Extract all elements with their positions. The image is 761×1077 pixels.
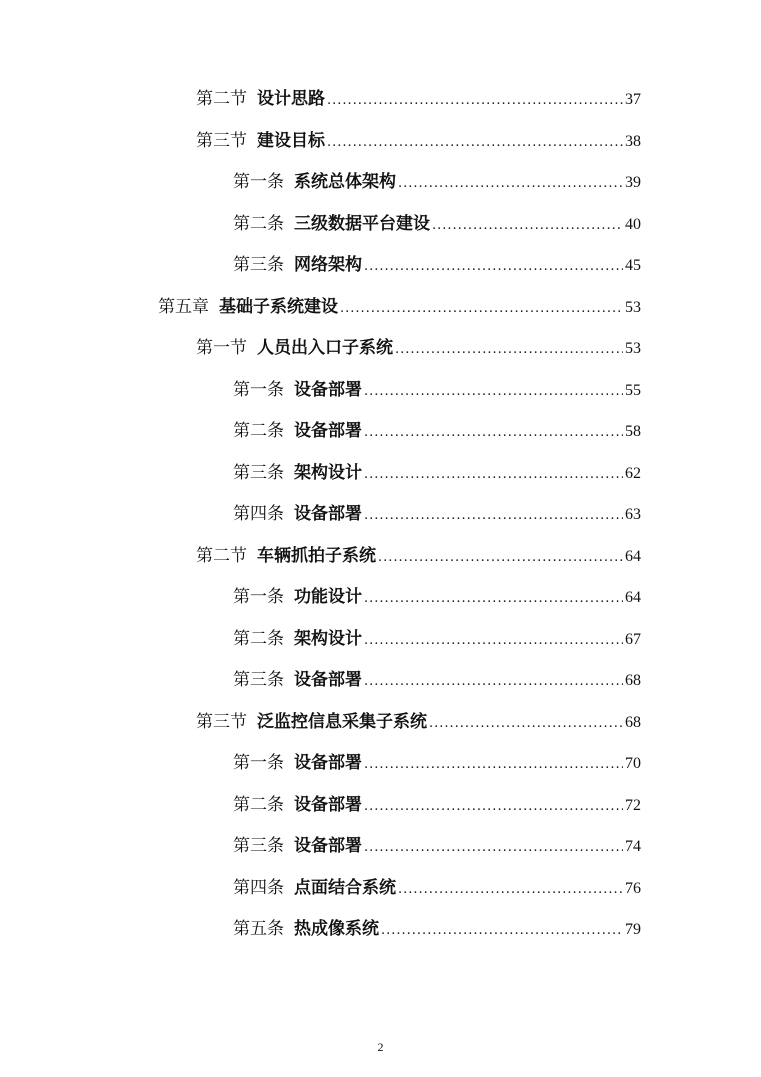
toc-entry[interactable] (233, 877, 641, 899)
toc-entry-page: 67 (625, 630, 641, 648)
dot-leader (364, 464, 623, 486)
toc-entry-prefix: 第二条 (233, 628, 284, 649)
toc-entry[interactable] (233, 752, 641, 774)
dot-leader (398, 173, 623, 195)
toc-entry[interactable] (233, 462, 641, 484)
dot-leader (381, 920, 623, 942)
toc-entry[interactable] (233, 794, 641, 816)
toc-entry-title: 三级数据平台建设 (294, 213, 430, 234)
toc-entry-prefix: 第三节 (196, 130, 247, 151)
toc-entry-prefix: 第二节 (196, 89, 247, 109)
toc-entry-prefix: 第三条 (233, 836, 284, 856)
toc-entry-title: 泛监控信息采集子系统 (257, 711, 427, 732)
toc-entry-prefix: 第二条 (233, 794, 284, 815)
dot-leader (364, 630, 623, 652)
toc-entry-page: 62 (625, 464, 641, 482)
toc-entry[interactable] (233, 213, 641, 235)
toc-entry-prefix: 第三条 (233, 462, 284, 483)
toc-entry[interactable] (233, 628, 641, 650)
toc-entry-title: 设备部署 (294, 379, 362, 400)
toc-entry-prefix: 第一条 (233, 753, 284, 773)
toc-entry-page: 40 (625, 215, 641, 233)
toc-entry-page: 72 (625, 796, 641, 814)
toc-entry-title: 热成像系统 (294, 919, 379, 939)
toc-entry[interactable] (233, 254, 641, 276)
toc-entry-page: 39 (625, 174, 641, 191)
toc-entry-title: 点面结合系统 (294, 877, 396, 898)
dot-leader (327, 90, 623, 112)
dot-leader (364, 796, 623, 818)
toc-entry-page: 68 (625, 713, 641, 731)
toc-entry-prefix: 第一条 (233, 172, 284, 192)
toc-entry-prefix: 第一条 (233, 587, 284, 607)
toc-entry-prefix: 第三节 (196, 711, 247, 732)
dot-leader (364, 671, 623, 693)
toc-entry-title: 设备部署 (294, 421, 362, 441)
toc-entry[interactable] (233, 503, 641, 525)
toc-entry-title: 车辆抓拍子系统 (257, 545, 376, 566)
dot-leader (364, 754, 623, 776)
toc-entry[interactable] (196, 711, 641, 733)
toc-entry-prefix: 第四条 (233, 504, 284, 524)
toc-entry-prefix: 第一节 (196, 338, 247, 358)
dot-leader (327, 132, 623, 154)
toc-entry-prefix: 第二条 (233, 421, 284, 441)
dot-leader (364, 256, 623, 278)
dot-leader (340, 298, 623, 320)
toc-entry-page: 37 (625, 91, 641, 108)
dot-leader (378, 547, 623, 569)
toc-entry[interactable] (233, 420, 641, 442)
toc-entry-title: 架构设计 (294, 628, 362, 649)
toc-entry[interactable] (233, 918, 641, 940)
toc-entry-prefix: 第一条 (233, 379, 284, 400)
toc-entry-title: 网络架构 (294, 255, 362, 275)
toc-entry-title: 设备部署 (294, 670, 362, 690)
toc-entry-prefix: 第五章 (158, 296, 209, 317)
toc-entry-page: 53 (625, 340, 641, 357)
toc-entry[interactable] (196, 88, 641, 110)
toc-entry-title: 人员出入口子系统 (257, 338, 393, 358)
toc-entry-page: 63 (625, 506, 641, 523)
toc-entry-prefix: 第三条 (233, 255, 284, 275)
toc-entry-prefix: 第二节 (196, 545, 247, 566)
toc-entry[interactable] (196, 337, 641, 359)
dot-leader (364, 588, 623, 610)
toc-entry-prefix: 第四条 (233, 877, 284, 898)
toc-entry-page: 76 (625, 879, 641, 897)
toc-entry-page: 70 (625, 755, 641, 772)
toc-entry-page: 74 (625, 838, 641, 855)
toc-entry-title: 系统总体架构 (294, 172, 396, 192)
toc-entry-title: 设备部署 (294, 504, 362, 524)
toc-entry[interactable] (233, 586, 641, 608)
toc-entry-title: 基础子系统建设 (219, 296, 338, 317)
toc-entry-page: 45 (625, 257, 641, 274)
toc-entry-page: 38 (625, 132, 641, 150)
dot-leader (364, 505, 623, 527)
toc-entry[interactable] (233, 835, 641, 857)
dot-leader (364, 422, 623, 444)
toc-entry[interactable] (158, 296, 641, 318)
dot-leader (429, 713, 623, 735)
toc-entry-page: 53 (625, 298, 641, 316)
dot-leader (432, 215, 623, 237)
toc-entry-page: 79 (625, 921, 641, 938)
toc-entry-title: 架构设计 (294, 462, 362, 483)
toc-entry-title: 功能设计 (294, 587, 362, 607)
toc-entry[interactable] (233, 669, 641, 691)
page-number: 2 (377, 1040, 384, 1054)
toc-entry-title: 设备部署 (294, 836, 362, 856)
toc-entry-page: 68 (625, 672, 641, 689)
dot-leader (364, 381, 623, 403)
toc-entry[interactable] (233, 171, 641, 193)
toc-entry-title: 设备部署 (294, 753, 362, 773)
toc-entry-page: 64 (625, 589, 641, 606)
toc-entry-prefix: 第五条 (233, 919, 284, 939)
toc-entry-page: 64 (625, 547, 641, 565)
toc-entry-page: 55 (625, 381, 641, 399)
toc-entry-title: 设备部署 (294, 794, 362, 815)
toc-entry[interactable] (196, 545, 641, 567)
toc-entry-prefix: 第二条 (233, 213, 284, 234)
toc-entry-title: 建设目标 (257, 130, 325, 151)
dot-leader (395, 339, 623, 361)
dot-leader (398, 879, 623, 901)
toc-entry[interactable] (233, 379, 641, 401)
toc-entry-title: 设计思路 (257, 89, 325, 109)
toc-entry-page: 58 (625, 423, 641, 440)
toc-entry[interactable] (196, 130, 641, 152)
toc-entry-prefix: 第三条 (233, 670, 284, 690)
dot-leader (364, 837, 623, 859)
